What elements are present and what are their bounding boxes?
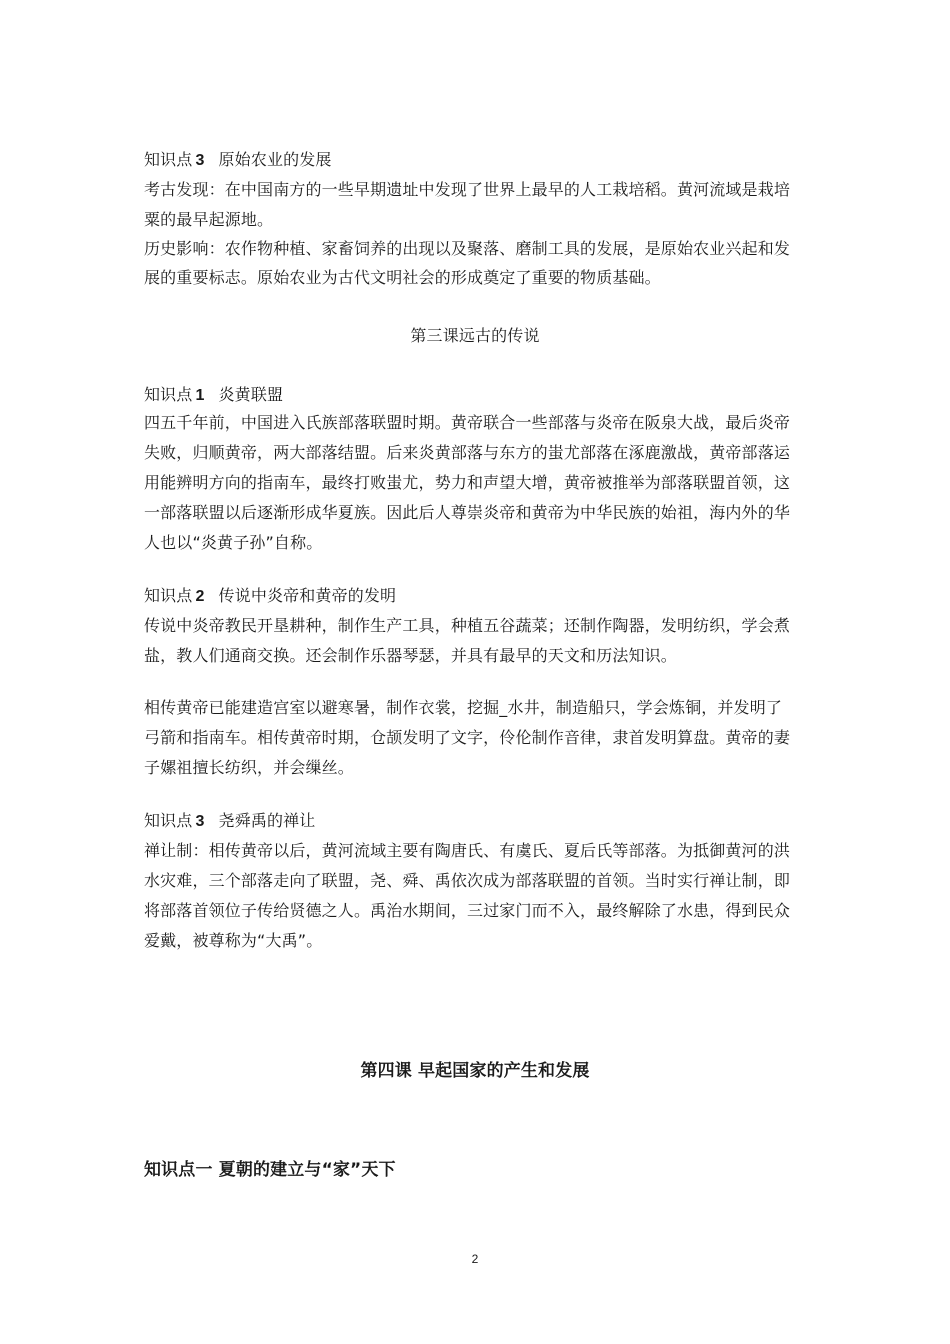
paragraph-line: 考古发现：在中国南方的一些早期遗址中发现了世界上最早的人工栽培稻。黄河流域是栽培 bbox=[144, 180, 791, 199]
section-heading bbox=[144, 586, 814, 607]
heading-title: 原始农业的发展 bbox=[218, 150, 332, 169]
paragraph-line: 水灾难，三个部落走向了联盟，尧、舜、禹依次成为部落联盟的首领。当时实行禅让制，即 bbox=[144, 871, 791, 890]
paragraph-line: 失败，归顺黄帝，两大部落结盟。后来炎黄部落与东方的蚩尤部落在涿鹿激战，黄帝部落运 bbox=[144, 443, 791, 462]
section-heading bbox=[144, 385, 814, 406]
paragraph-line: 爱戴，被尊称为“大禹”。 bbox=[144, 931, 323, 950]
heading-label: 知识点 bbox=[144, 150, 193, 169]
lesson-title: 第三课远古的传说 bbox=[410, 326, 540, 345]
section-heading bbox=[144, 150, 814, 171]
paragraph-line: 禅让制：相传黄帝以后，黄河流域主要有陶唐氏、有虞氏、夏后氏等部落。为抵御黄河的洪 bbox=[144, 841, 791, 860]
section-heading bbox=[144, 811, 814, 832]
heading-label: 知识点 bbox=[144, 385, 193, 404]
heading-label: 知识点 bbox=[144, 586, 193, 605]
paragraph-line: 盐，教人们通商交换。还会制作乐器琴瑟，并具有最早的天文和历法知识。 bbox=[144, 646, 677, 665]
paragraph-line: 人也以“炎黄子孙”自称。 bbox=[144, 533, 323, 552]
section-heading: 知识点一 夏朝的建立与“家”天下 bbox=[144, 1160, 396, 1180]
paragraph-line: 用能辨明方向的指南车，最终打败蚩尤，势力和声望大增，黄帝被推举为部落联盟首领，这 bbox=[144, 473, 791, 492]
page-number: 2 bbox=[471, 1252, 479, 1266]
heading-title: 传说中炎帝和黄帝的发明 bbox=[218, 586, 397, 605]
heading-number: 1 bbox=[195, 387, 205, 404]
paragraph-line: 相传黄帝已能建造宫室以避寒暑，制作衣裳，挖掘_水井，制造船只，学会炼铜，并发明了 bbox=[144, 698, 783, 717]
paragraph-line: 弓箭和指南车。相传黄帝时期，仓颉发明了文字，伶伦制作音律，隶首发明算盘。黄帝的妻 bbox=[144, 728, 791, 747]
heading-title: 尧舜禹的禅让 bbox=[218, 811, 316, 830]
heading-number: 3 bbox=[195, 813, 205, 830]
paragraph-line: 四五千年前，中国进入氏族部落联盟时期。黄帝联合一些部落与炎帝在阪泉大战，最后炎帝 bbox=[144, 413, 791, 432]
paragraph-line: 子嫘祖擅长纺织，并会缫丝。 bbox=[144, 758, 354, 777]
heading-number: 2 bbox=[195, 588, 205, 605]
paragraph-line: 将部落首领位子传给贤德之人。禹治水期间，三过家门而不入，最终解除了水患，得到民众 bbox=[144, 901, 791, 920]
lesson-title: 第四课 早起国家的产生和发展 bbox=[360, 1061, 590, 1081]
heading-title: 炎黄联盟 bbox=[218, 385, 284, 404]
paragraph-line: 历史影响：农作物种植、家畜饲养的出现以及聚落、磨制工具的发展，是原始农业兴起和发 bbox=[144, 239, 791, 258]
heading-number: 3 bbox=[195, 152, 205, 169]
paragraph-line: 传说中炎帝教民开垦耕种，制作生产工具，种植五谷蔬菜；还制作陶器，发明纺织，学会煮 bbox=[144, 616, 791, 635]
paragraph-line: 展的重要标志。原始农业为古代文明社会的形成奠定了重要的物质基础。 bbox=[144, 268, 661, 287]
paragraph-line: 粟的最早起源地。 bbox=[144, 210, 274, 229]
heading-label: 知识点 bbox=[144, 811, 193, 830]
paragraph-line: 一部落联盟以后逐渐形成华夏族。因此后人尊崇炎帝和黄帝为中华民族的始祖，海内外的华 bbox=[144, 503, 791, 522]
